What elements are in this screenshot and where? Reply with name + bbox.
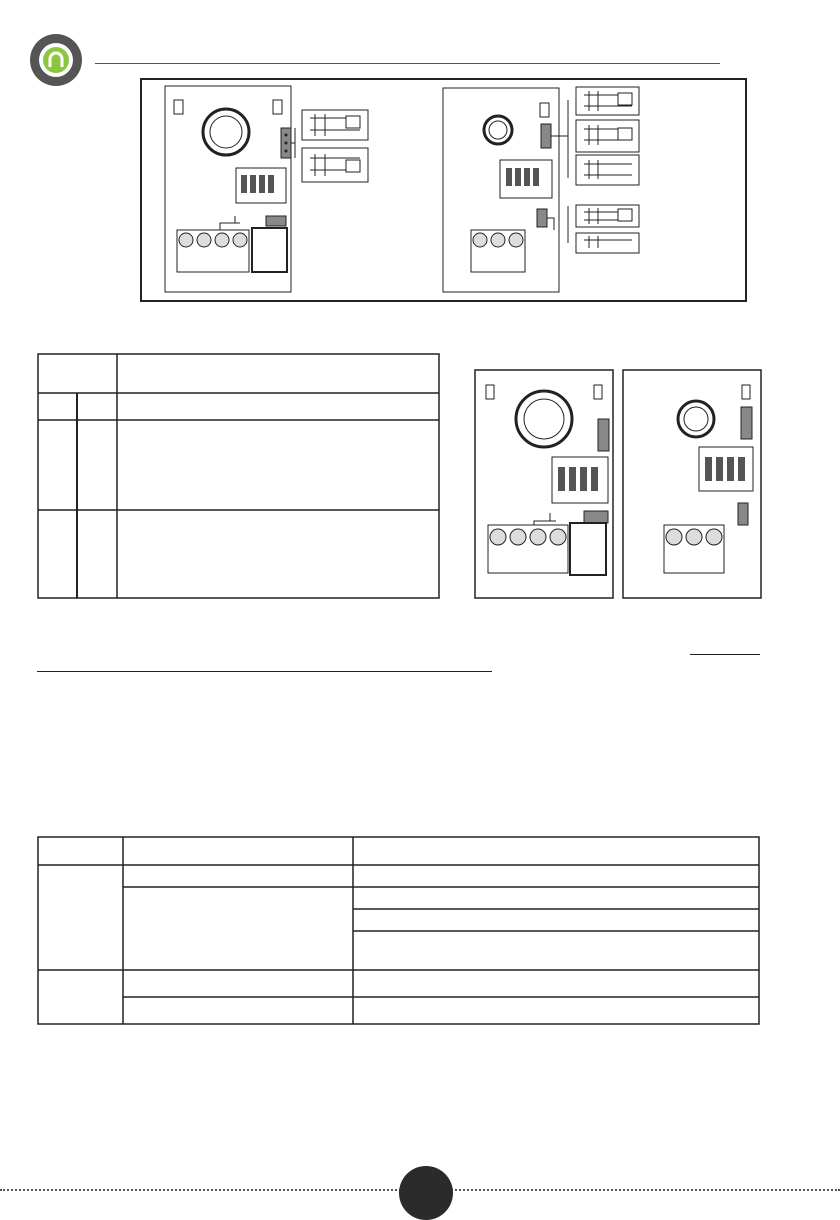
brand-logo [29, 33, 83, 87]
settings-table [37, 836, 761, 1026]
link-underline-right[interactable] [690, 654, 760, 655]
brand-ring-logo-icon [29, 33, 83, 87]
board-with-relay [165, 86, 291, 292]
board-figure-right [474, 369, 764, 601]
link-underline-left[interactable] [37, 671, 492, 672]
header-rule [95, 63, 720, 64]
board-figure-top [140, 78, 748, 304]
page-number-badge [399, 1166, 453, 1220]
jumper-table [37, 353, 441, 600]
board-without-relay [443, 88, 559, 292]
